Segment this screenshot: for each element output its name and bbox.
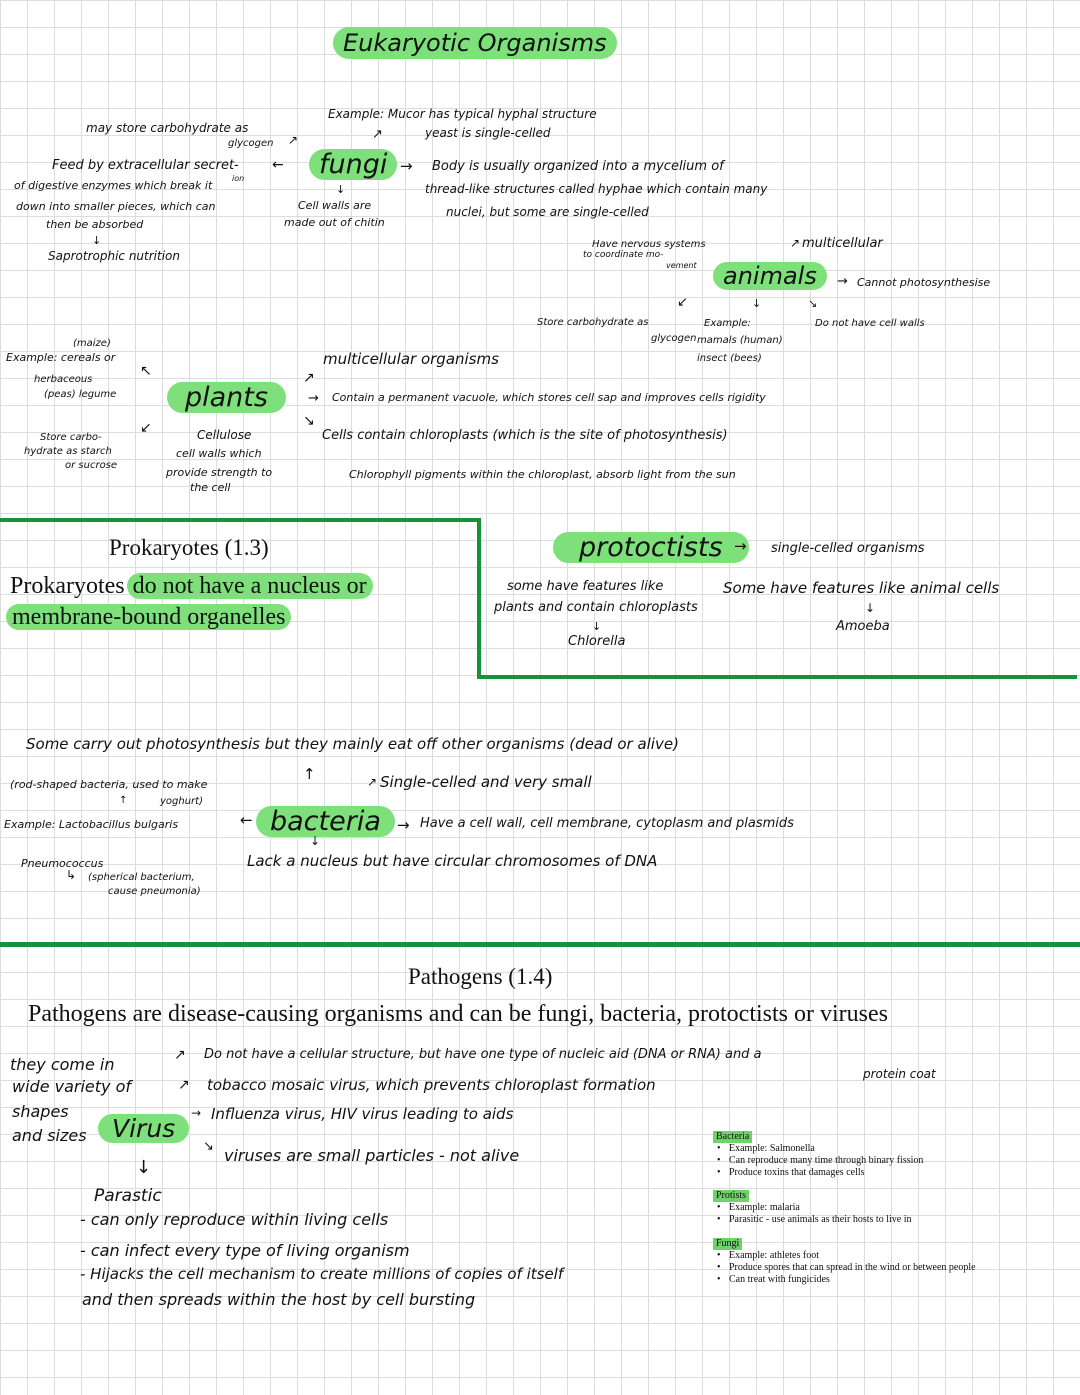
virus-cellular-1: Do not have a cellular structure, but have one type of nucleic aid (DNA or RNA) and a — [204, 1047, 762, 1062]
arrow-right-icon: → — [734, 537, 747, 555]
virus-cellular-2: protein coat — [863, 1067, 936, 1081]
bacteria-has: Have a cell wall, cell membrane, cytoplasm and plasmids — [420, 816, 794, 831]
fungi-feed-3: down into smaller pieces, which can — [16, 200, 216, 213]
list-item: • Parasitic - use animals as their hosts to live in — [729, 1214, 911, 1226]
arrow-down-icon: ↓ — [752, 297, 762, 310]
arrow-up-right-icon: ↗ — [367, 775, 378, 789]
virus-come-4: and sizes — [12, 1126, 87, 1145]
plants-store-2: hydrate as starch — [24, 446, 112, 457]
arrow-down-right-icon: ↘ — [203, 1139, 214, 1154]
fungi-body-3: nuclei, but some are single-celled — [446, 205, 649, 219]
list-item: • Example: athletes foot — [729, 1250, 976, 1262]
fungi-saprotrophic: Saprotrophic nutrition — [48, 249, 180, 263]
arrow-down-right-icon: ↘ — [303, 413, 315, 429]
arrow-down-left-icon: ↙ — [140, 420, 152, 436]
bacteria-spherical: (spherical bacterium, — [88, 872, 195, 883]
protoctists-chlorella: Chlorella — [568, 634, 626, 649]
divider-bottom-right — [477, 675, 1077, 679]
bacteria-label: bacteria — [256, 806, 395, 837]
arrow-down-left-icon: ↙ — [677, 295, 688, 310]
arrow-right-icon: → — [308, 391, 319, 406]
virus-come-3: shapes — [12, 1102, 69, 1121]
fungi-feed-4: then be absorbed — [46, 218, 144, 231]
list-item: • Can reproduce many time through binary fission — [729, 1155, 923, 1167]
animals-label: animals — [713, 263, 827, 291]
plants-example-1: Example: cereals or — [6, 351, 116, 364]
plants-cellulose: Cellulose — [197, 428, 252, 442]
animals-cell-walls: Do not have cell walls — [815, 318, 925, 329]
fungi-body-2: thread-like structures called hyphae which contain many — [425, 182, 768, 196]
virus-point-1: - can only reproduce within living cells — [80, 1210, 389, 1229]
divider-vertical — [477, 518, 481, 678]
fungi-label: fungi — [309, 149, 397, 180]
virus-influenza: Influenza virus, HIV virus leading to aids — [211, 1105, 514, 1123]
legend-fungi-label: Fungi — [713, 1238, 742, 1250]
fungi-example: Example: Mucor has typical hyphal structure — [328, 107, 597, 121]
virus-small: viruses are small particles - not alive — [224, 1146, 520, 1165]
arrow-down-icon: ↓ — [310, 834, 321, 848]
pathogens-heading: Pathogens (1.4) — [408, 964, 553, 989]
plants-maize: (maize) — [73, 338, 111, 349]
virus-label: Virus — [98, 1115, 189, 1144]
divider-top-left — [0, 518, 480, 522]
bacteria-yoghurt: yoghurt) — [160, 796, 203, 807]
virus-tobacco: tobacco mosaic virus, which prevents chloroplast formation — [207, 1076, 656, 1094]
legend-fungi — [713, 1238, 976, 1286]
virus-point-4: and then spreads within the host by cell bursting — [82, 1290, 476, 1309]
divider-pathogens — [0, 942, 1080, 947]
arrow-down-right-icon: ↘ — [808, 297, 818, 310]
plants-vacuole: Contain a permanent vacuole, which stores cell sap and improves cells rigidity — [332, 391, 766, 404]
fungi-store: may store carbohydrate as — [86, 121, 249, 135]
page-title: Eukaryotic Organisms — [333, 30, 617, 58]
animals-nervous-2: to coordinate mo- — [583, 250, 664, 260]
prokaryotes-line-1: Prokaryotes do not have a nucleus or — [10, 573, 373, 601]
legend-protists — [713, 1190, 911, 1226]
list-item: • Example: Salmonella — [729, 1143, 923, 1155]
fungi-feed-1: Feed by extracellular secret- — [52, 158, 239, 173]
bacteria-single: Single-celled and very small — [380, 773, 592, 791]
plants-store-1: Store carbo- — [40, 432, 102, 443]
legend-protists-label: Protists — [713, 1190, 749, 1202]
plants-cell-walls: cell walls which — [176, 447, 262, 460]
arrow-left-icon: ← — [272, 157, 284, 173]
arrow-up-left-icon: ↖ — [140, 363, 152, 379]
arrow-down-icon: ↓ — [92, 234, 102, 247]
fungi-glycogen: glycogen — [228, 138, 274, 149]
protoctists-plants-2: plants and contain chloroplasts — [494, 600, 698, 615]
arrow-up-right-icon: ↗ — [288, 133, 299, 147]
list-item: • Can treat with fungicides — [729, 1274, 976, 1286]
animals-example-3: insect (bees) — [697, 353, 762, 364]
arrow-down-icon: ↓ — [336, 183, 346, 196]
prokaryotes-heading: Prokaryotes (1.3) — [109, 535, 269, 560]
virus-parasitic: Parastic — [94, 1186, 162, 1206]
arrow-down-icon: ↓ — [136, 1157, 152, 1178]
virus-point-2: - can infect every type of living organism — [80, 1241, 410, 1260]
virus-come-2: wide variety of — [12, 1077, 132, 1096]
plants-the-cell: the cell — [190, 481, 231, 494]
plants-multicellular: multicellular organisms — [323, 350, 499, 368]
plants-store-3: or sucrose — [65, 460, 118, 471]
animals-example-2: mamals (human) — [697, 335, 783, 346]
virus-come-1: they come in — [10, 1055, 115, 1074]
protoctists-animals-1: Some have features like animal cells — [723, 579, 1000, 597]
animals-store-2: glycogen — [651, 333, 697, 344]
fungi-walls-2: made out of chitin — [284, 216, 385, 229]
animals-example-1: Example: — [704, 318, 751, 329]
fungi-feed-2: of digestive enzymes which break it — [14, 179, 213, 192]
plants-pigments: Chlorophyll pigments within the chloroplast, absorb light from the sun — [349, 468, 736, 481]
arrow-right-icon: → — [837, 274, 848, 289]
bacteria-example: Example: Lactobacillus bulgaris — [4, 818, 179, 831]
list-item: • Produce toxins that damages cells — [729, 1167, 923, 1179]
list-item: • Example: malaria — [729, 1202, 911, 1214]
bacteria-pneumococcus: Pneumococcus — [21, 857, 104, 870]
animals-multicellular: multicellular — [802, 236, 883, 251]
arrow-right-icon: → — [400, 157, 413, 175]
plants-chloroplasts: Cells contain chloroplasts (which is the site of photosynthesis) — [322, 428, 728, 443]
legend-bacteria — [713, 1131, 923, 1179]
animals-nervous-3: vement — [666, 261, 697, 270]
plants-example-2: herbaceous — [34, 374, 93, 385]
arrow-up-right-icon: ↗ — [303, 370, 315, 386]
arrow-up-right-icon: ↗ — [174, 1047, 186, 1063]
arrow-down-icon: ↓ — [592, 620, 602, 633]
arrow-turn-right-icon: ↳ — [66, 868, 77, 882]
plants-label: plants — [167, 382, 286, 413]
protoctists-label: protoctists — [553, 532, 749, 563]
arrow-right-icon: → — [191, 1106, 202, 1120]
list-item: • Produce spores that can spread in the wind or between people — [729, 1262, 976, 1274]
animals-nervous-1: Have nervous systems — [592, 239, 706, 250]
arrow-left-icon: ← — [240, 811, 253, 829]
bacteria-pneumonia: cause pneumonia) — [108, 886, 201, 897]
prokaryotes-line-2: membrane-bound organelles — [6, 604, 291, 632]
virus-point-3: - Hijacks the cell mechanism to create millions of copies of itself — [80, 1265, 564, 1283]
legend-bacteria-label: Bacteria — [713, 1131, 752, 1143]
arrow-up-right-icon: ↗ — [372, 127, 383, 142]
bacteria-top: Some carry out photosynthesis but they mainly eat off other organisms (dead or alive) — [26, 735, 679, 753]
plants-example-3: (peas) legume — [44, 389, 117, 400]
arrow-down-icon: ↓ — [865, 601, 876, 615]
protoctists-amoeba: Amoeba — [836, 619, 890, 634]
fungi-ion: ion — [232, 174, 245, 183]
arrow-up-right-icon: ↗ — [790, 236, 801, 250]
pathogens-desc: Pathogens are disease-causing organisms and can be fungi, bacteria, protoctists or viruses — [28, 1001, 888, 1027]
arrow-up-icon: ↑ — [119, 795, 128, 806]
fungi-walls-1: Cell walls are — [298, 199, 372, 212]
animals-store-1: Store carbohydrate as — [537, 317, 649, 328]
arrow-right-icon: → — [397, 816, 410, 834]
arrow-up-right-icon: ↗ — [178, 1077, 190, 1093]
fungi-body-1: Body is usually organized into a mycelium of — [432, 159, 724, 174]
arrow-up-icon: ↑ — [303, 765, 316, 783]
plants-strength: provide strength to — [166, 466, 273, 479]
bacteria-lack: Lack a nucleus but have circular chromosomes of DNA — [247, 852, 658, 870]
animals-photosynthesise: Cannot photosynthesise — [857, 276, 991, 289]
protoctists-plants-1: some have features like — [507, 579, 664, 594]
fungi-yeast: yeast is single-celled — [425, 126, 551, 140]
protoctists-single: single-celled organisms — [771, 541, 925, 556]
bacteria-rod: (rod-shaped bacteria, used to make — [10, 778, 208, 791]
